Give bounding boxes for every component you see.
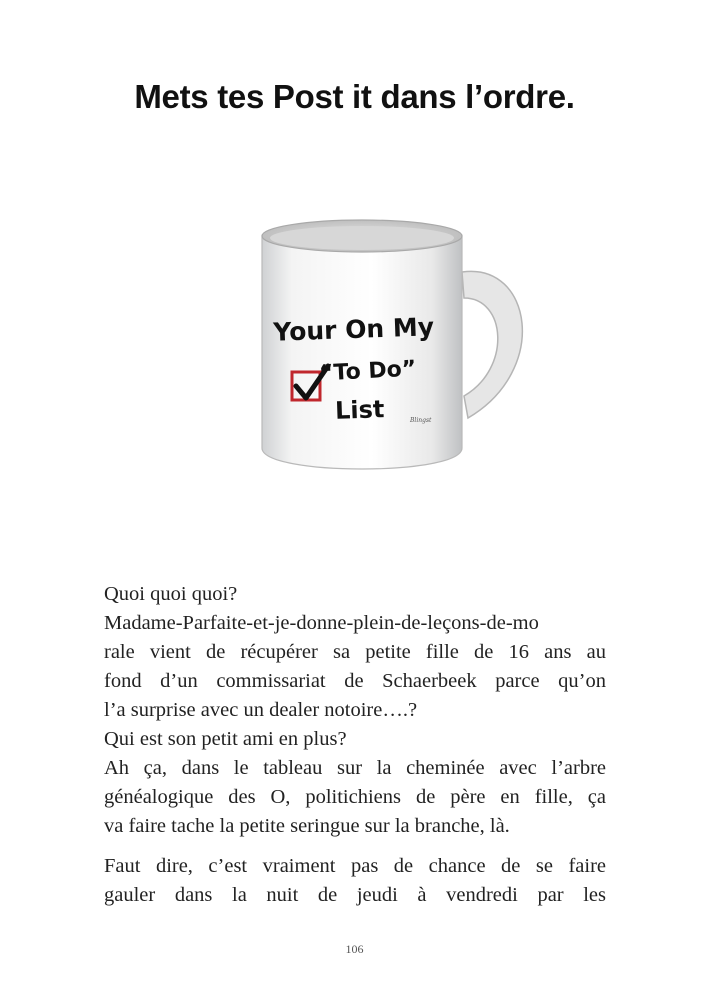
text-line: fond d’un commissariat de Schaerbeek parce qu’on — [104, 670, 606, 692]
paragraph-1 — [104, 580, 606, 841]
text-line: Qui est son petit ami en plus? — [104, 728, 347, 750]
mug-image — [240, 200, 540, 490]
page-number: 106 — [345, 942, 364, 956]
text-line: Madame-Parfaite-et-je-donne-plein-de-leçons-de-mo — [104, 612, 539, 634]
mug-handle — [462, 271, 522, 418]
page-title: Mets tes Post it dans l’ordre. — [134, 78, 575, 115]
paragraph-2 — [104, 852, 606, 910]
mug-line2: “To Do” — [318, 356, 417, 387]
text-line: Ah ça, dans le tableau sur la cheminée avec l’arbre — [104, 757, 606, 779]
text-line: va faire tache la petite seringue sur la branche, là. — [104, 815, 510, 837]
mug-signature: Blingst — [410, 417, 432, 424]
text-line: Quoi quoi quoi? — [104, 583, 238, 605]
text-line: Faut dire, c’est vraiment pas de chance de se faire — [104, 855, 606, 877]
text-line: l’a surprise avec un dealer notoire….? — [104, 699, 418, 721]
mug-line1: Your On My — [272, 312, 435, 347]
text-line: généalogique des O, politichiens de père en fille, ça — [104, 786, 606, 808]
mug-line3: List — [334, 395, 385, 425]
text-line: rale vient de récupérer sa petite fille de 16 ans au — [104, 641, 606, 663]
body-text — [104, 580, 606, 910]
text-line: gauler dans la nuit de jeudi à vendredi par les — [104, 884, 606, 906]
mug-body — [262, 236, 462, 469]
